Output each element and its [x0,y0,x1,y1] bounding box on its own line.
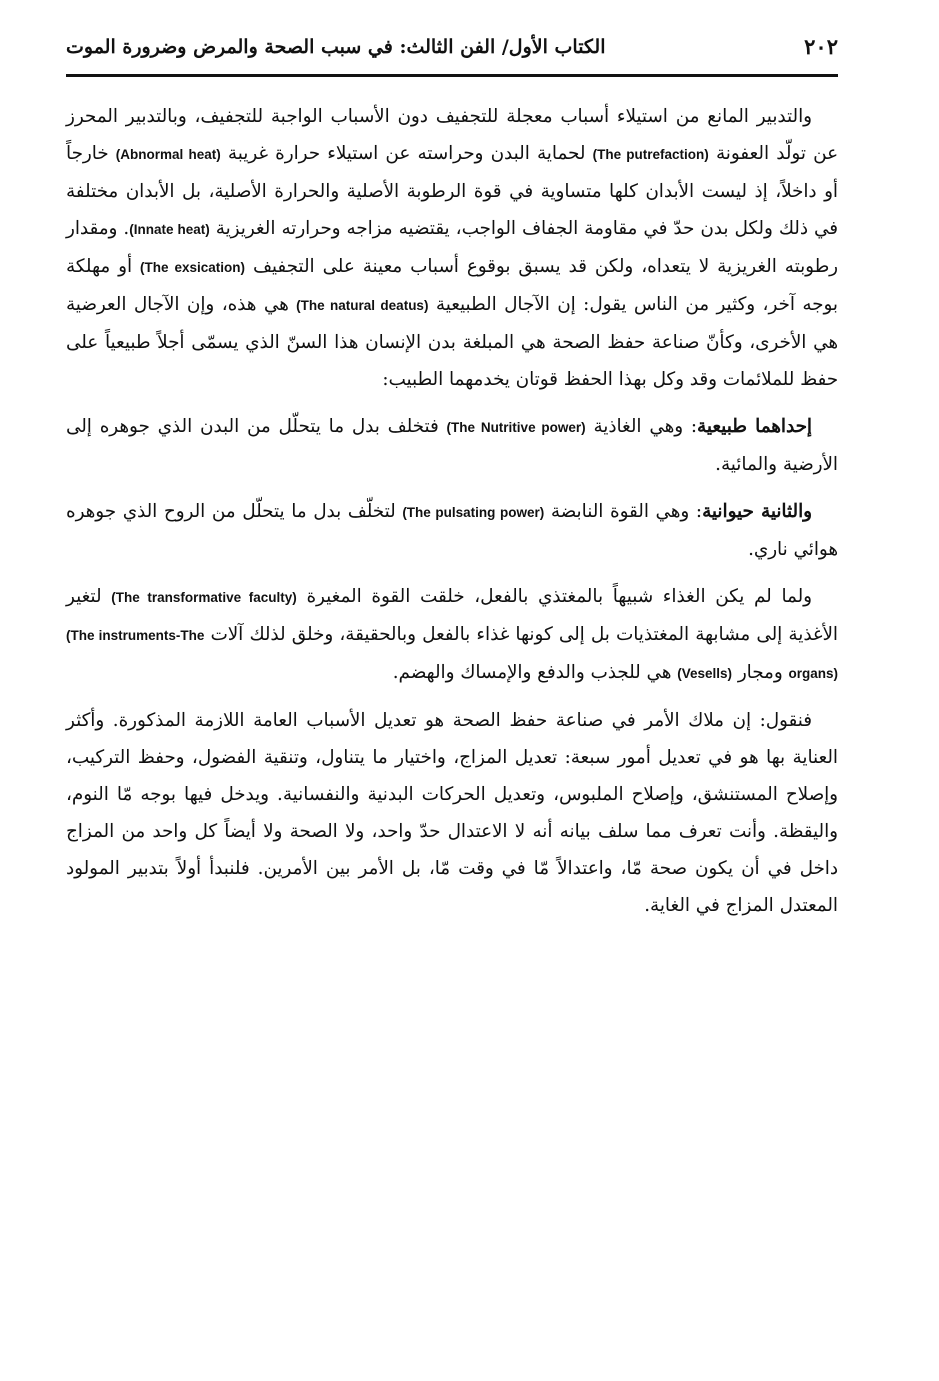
english-term: (Abnormal heat) [115,147,221,162]
text-run: لتخلّف بدل ما يتحلّل من الروح الذي جوهره هوائي ناري. [66,501,838,560]
text-run: فنقول: إن ملاك الأمر في صناعة حفظ الصحة هو تعديل الأسباب العامة اللازمة المذكورة. وأكثر العناية بها هو في تعديل أمور سبعة: تعديل المزاج، واختيار ما يتناول، وتنقية الفضول، وحفظ التركيب، وإصلاح المستنشق، وإصلاح الملبوس، وتعديل الحركات البدنية والنفسانية. ويدخل فيها بوجه مّا النوم، واليقظة. وأنت تعرف مما سلف بيانه أنه لا الاعتدال حدّ واحد، ولا الصحة ولا أيضاً كل واحد من المزاج داخل في أن يكون صحة مّا، واعتدالاً مّا في وقت مّا، بل الأمر بين الأمرين. فلنبدأ أولاً بتدبير المولود المعتدل المزاج في الغاية. [66,710,838,916]
english-term: (The putrefaction) [592,147,709,162]
text-run: فتخلف بدل ما يتحلّل من البدن الذي جوهره إلى الأرضية والمائية. [66,416,838,475]
text-run: خارجاً أو داخلاً، إذ ليست الأبدان كلها متساوية في قوة الرطوبة الأصلية والحرارة الأصلية، بل الأبدان مختلفة في ذلك ولكل بدن حدّ في مقاومة الجفاف الواجب، يقتضيه مزاجه وحرارته الغريزية [66,143,839,239]
text-run: أو مهلكة بوجه آخر، وكثير من الناس يقول: إن الآجال الطبيعية [66,256,838,315]
english-term: (The natural deatus) [296,298,429,313]
paragraph-5 [66,702,838,924]
paragraph-3 [66,493,838,568]
english-term: (Vesells) [677,666,733,681]
text-run: لحماية البدن وحراسته عن استيلاء حرارة غريبة [220,143,593,164]
text-run: ولما لم يكن الغذاء شبيهاً بالمغتذي بالفعل، خلقت القوة المغيرة [296,586,812,607]
paragraph-lead: إحداهما طبيعية [697,416,812,437]
page-header [66,30,838,77]
english-term: (The pulsating power) [402,505,545,520]
text-run: هي هذه، وإن الآجال العرضية هي الأخرى، وكأنّ صناعة حفظ الصحة هي المبلغة بدن الإنسان هذا السنّ الذي يسمّى أجلاً طبيعياً على حفظ للملائمات وقد وكل بهذا الحفظ قوتان يخدمهما الطبيب: [66,294,838,390]
english-term: (The exsication) [140,260,245,275]
text-run: ومجار [732,662,789,683]
text-run: لتغير الأغذية إلى مشابهة المغتذيات بل إلى كونها غذاء بالفعل وبالحقيقة، وخلق لذلك آلات [66,586,838,645]
english-term: (The instruments-The organs) [66,628,838,681]
text-run: : وهي القوة النابضة [544,501,703,522]
english-term: (Innate heat) [129,222,210,237]
english-term: (The Nutritive power) [446,420,586,435]
paragraph-1 [66,98,838,398]
text-run: والتدبير المانع من استيلاء أسباب معجلة للتجفيف دون الأسباب الواجبة للتجفيف، وبالتدبير المحرز عن تولّد العفونة [66,106,838,164]
text-run: هي للجذب والدفع والإمساك والهضم. [392,662,678,683]
english-term: (The transformative faculty) [111,590,297,605]
page-number: ٢٠٢ [804,34,838,59]
paragraph-4 [66,578,838,692]
text-run: : وهي الغاذية [585,416,698,437]
text-run: . ومقدار رطوبته الغريزية لا يتعداه، ولكن قد يسبق بوقوع أسباب معينة على التجفيف [66,218,838,277]
body-text [66,98,838,934]
running-title: الكتاب الأول/ الفن الثالث: في سبب الصحة والمرض وضرورة الموت [66,36,606,58]
paragraph-2 [66,408,838,483]
paragraph-lead: والثانية حيوانية [702,501,812,522]
